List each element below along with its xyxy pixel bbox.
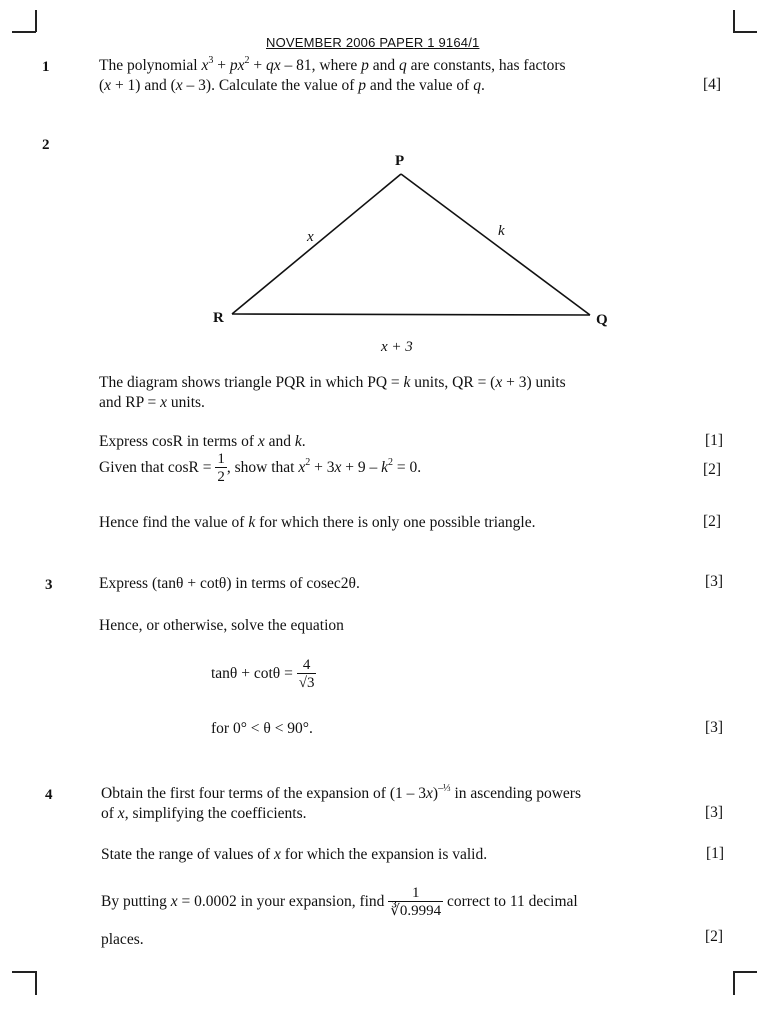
crop-mark-bottom-left-h <box>12 971 36 973</box>
question-2-number: 2 <box>42 137 50 153</box>
question-4-line-2: of x, simplifying the coefficients. <box>101 805 307 822</box>
question-3-range: for 0° < θ < 90°. <box>211 720 313 737</box>
question-1-line-2: (x + 1) and (x – 3). Calculate the value of p and the value of q. <box>99 77 485 94</box>
question-4-part-c-marks: [2] <box>705 928 724 945</box>
question-3-equation: tanθ + cotθ = $\frac{4}{√3}$ <box>211 656 315 691</box>
question-3-part-a-marks: [3] <box>705 573 724 590</box>
question-2-description-line-1: The diagram shows triangle PQR in which PQ = k units, QR = (x + 3) units <box>99 374 566 391</box>
crop-mark-bottom-right-h <box>733 971 757 973</box>
question-2-part-a-marks: [1] <box>705 432 724 449</box>
question-4-part-c: By putting x = 0.0002 in your expansion, find $\frac{1}{∛0.9994}$ correct to 11 decimal <box>101 884 578 919</box>
question-4-part-c-line-2: places. <box>101 931 144 948</box>
question-3-part-a: Express (tanθ + cotθ) in terms of cosec2θ. <box>99 575 360 592</box>
question-1-line-1: The polynomial $x^3 + px^2$ + qx – 81, where p and q are constants, has factors <box>99 55 566 74</box>
question-4-part-b: State the range of values of x for which the expansion is valid. <box>101 846 488 863</box>
question-1-marks: [4] <box>703 76 722 93</box>
question-2-part-b-marks: [2] <box>703 461 722 478</box>
fraction-four-over-root-three: $\frac{4}{√3}$ <box>298 656 315 691</box>
paper-header: NOVEMBER 2006 PAPER 1 9164/1 <box>266 35 480 50</box>
fraction-one-half: $\frac{1}{2}$ <box>217 451 225 485</box>
vertex-label-q: Q <box>596 312 608 328</box>
side-rq <box>232 314 590 315</box>
crop-mark-top-left-v <box>35 10 37 32</box>
vertex-label-p: P <box>395 153 405 169</box>
question-3-part-b: Hence, or otherwise, solve the equation <box>99 617 344 634</box>
question-2-part-c: Hence find the value of k for which there is only one possible triangle. <box>99 514 536 531</box>
question-2-description-line-2: and RP = x units. <box>99 394 205 411</box>
side-label-rq: x + 3 <box>381 339 413 355</box>
crop-mark-bottom-left-v <box>35 971 37 995</box>
crop-mark-top-right-v <box>733 10 735 32</box>
question-3-number: 3 <box>45 577 53 593</box>
question-1-number: 1 <box>42 59 50 75</box>
question-2-part-b: Given that cosR = $\frac{1}{2}$ , show that $x^2 + 3x + 9 - k^2 = 0$. <box>99 451 422 485</box>
vertex-label-r: R <box>213 310 224 326</box>
question-2-part-c-marks: [2] <box>703 513 722 530</box>
question-2-part-a: Express cosR in terms of x and k. <box>99 433 306 450</box>
crop-mark-top-left-h <box>12 31 36 33</box>
question-4-line-1: Obtain the first four terms of the expansion of (1 – 3x)$^{-\frac{1}{3}}$ in ascending powers <box>101 783 581 802</box>
side-label-pq: k <box>498 223 505 239</box>
side-pq <box>401 174 590 315</box>
question-4-line-2-marks: [3] <box>705 804 724 821</box>
crop-mark-bottom-right-v <box>733 971 735 995</box>
question-3-range-marks: [3] <box>705 719 724 736</box>
side-rp <box>232 174 401 314</box>
fraction-one-over-cube-root: $\frac{1}{∛0.9994}$ <box>390 884 442 919</box>
side-label-pr: x <box>307 229 314 245</box>
question-4-part-b-marks: [1] <box>706 845 725 862</box>
question-4-number: 4 <box>45 787 53 803</box>
crop-mark-top-right-h <box>733 31 757 33</box>
